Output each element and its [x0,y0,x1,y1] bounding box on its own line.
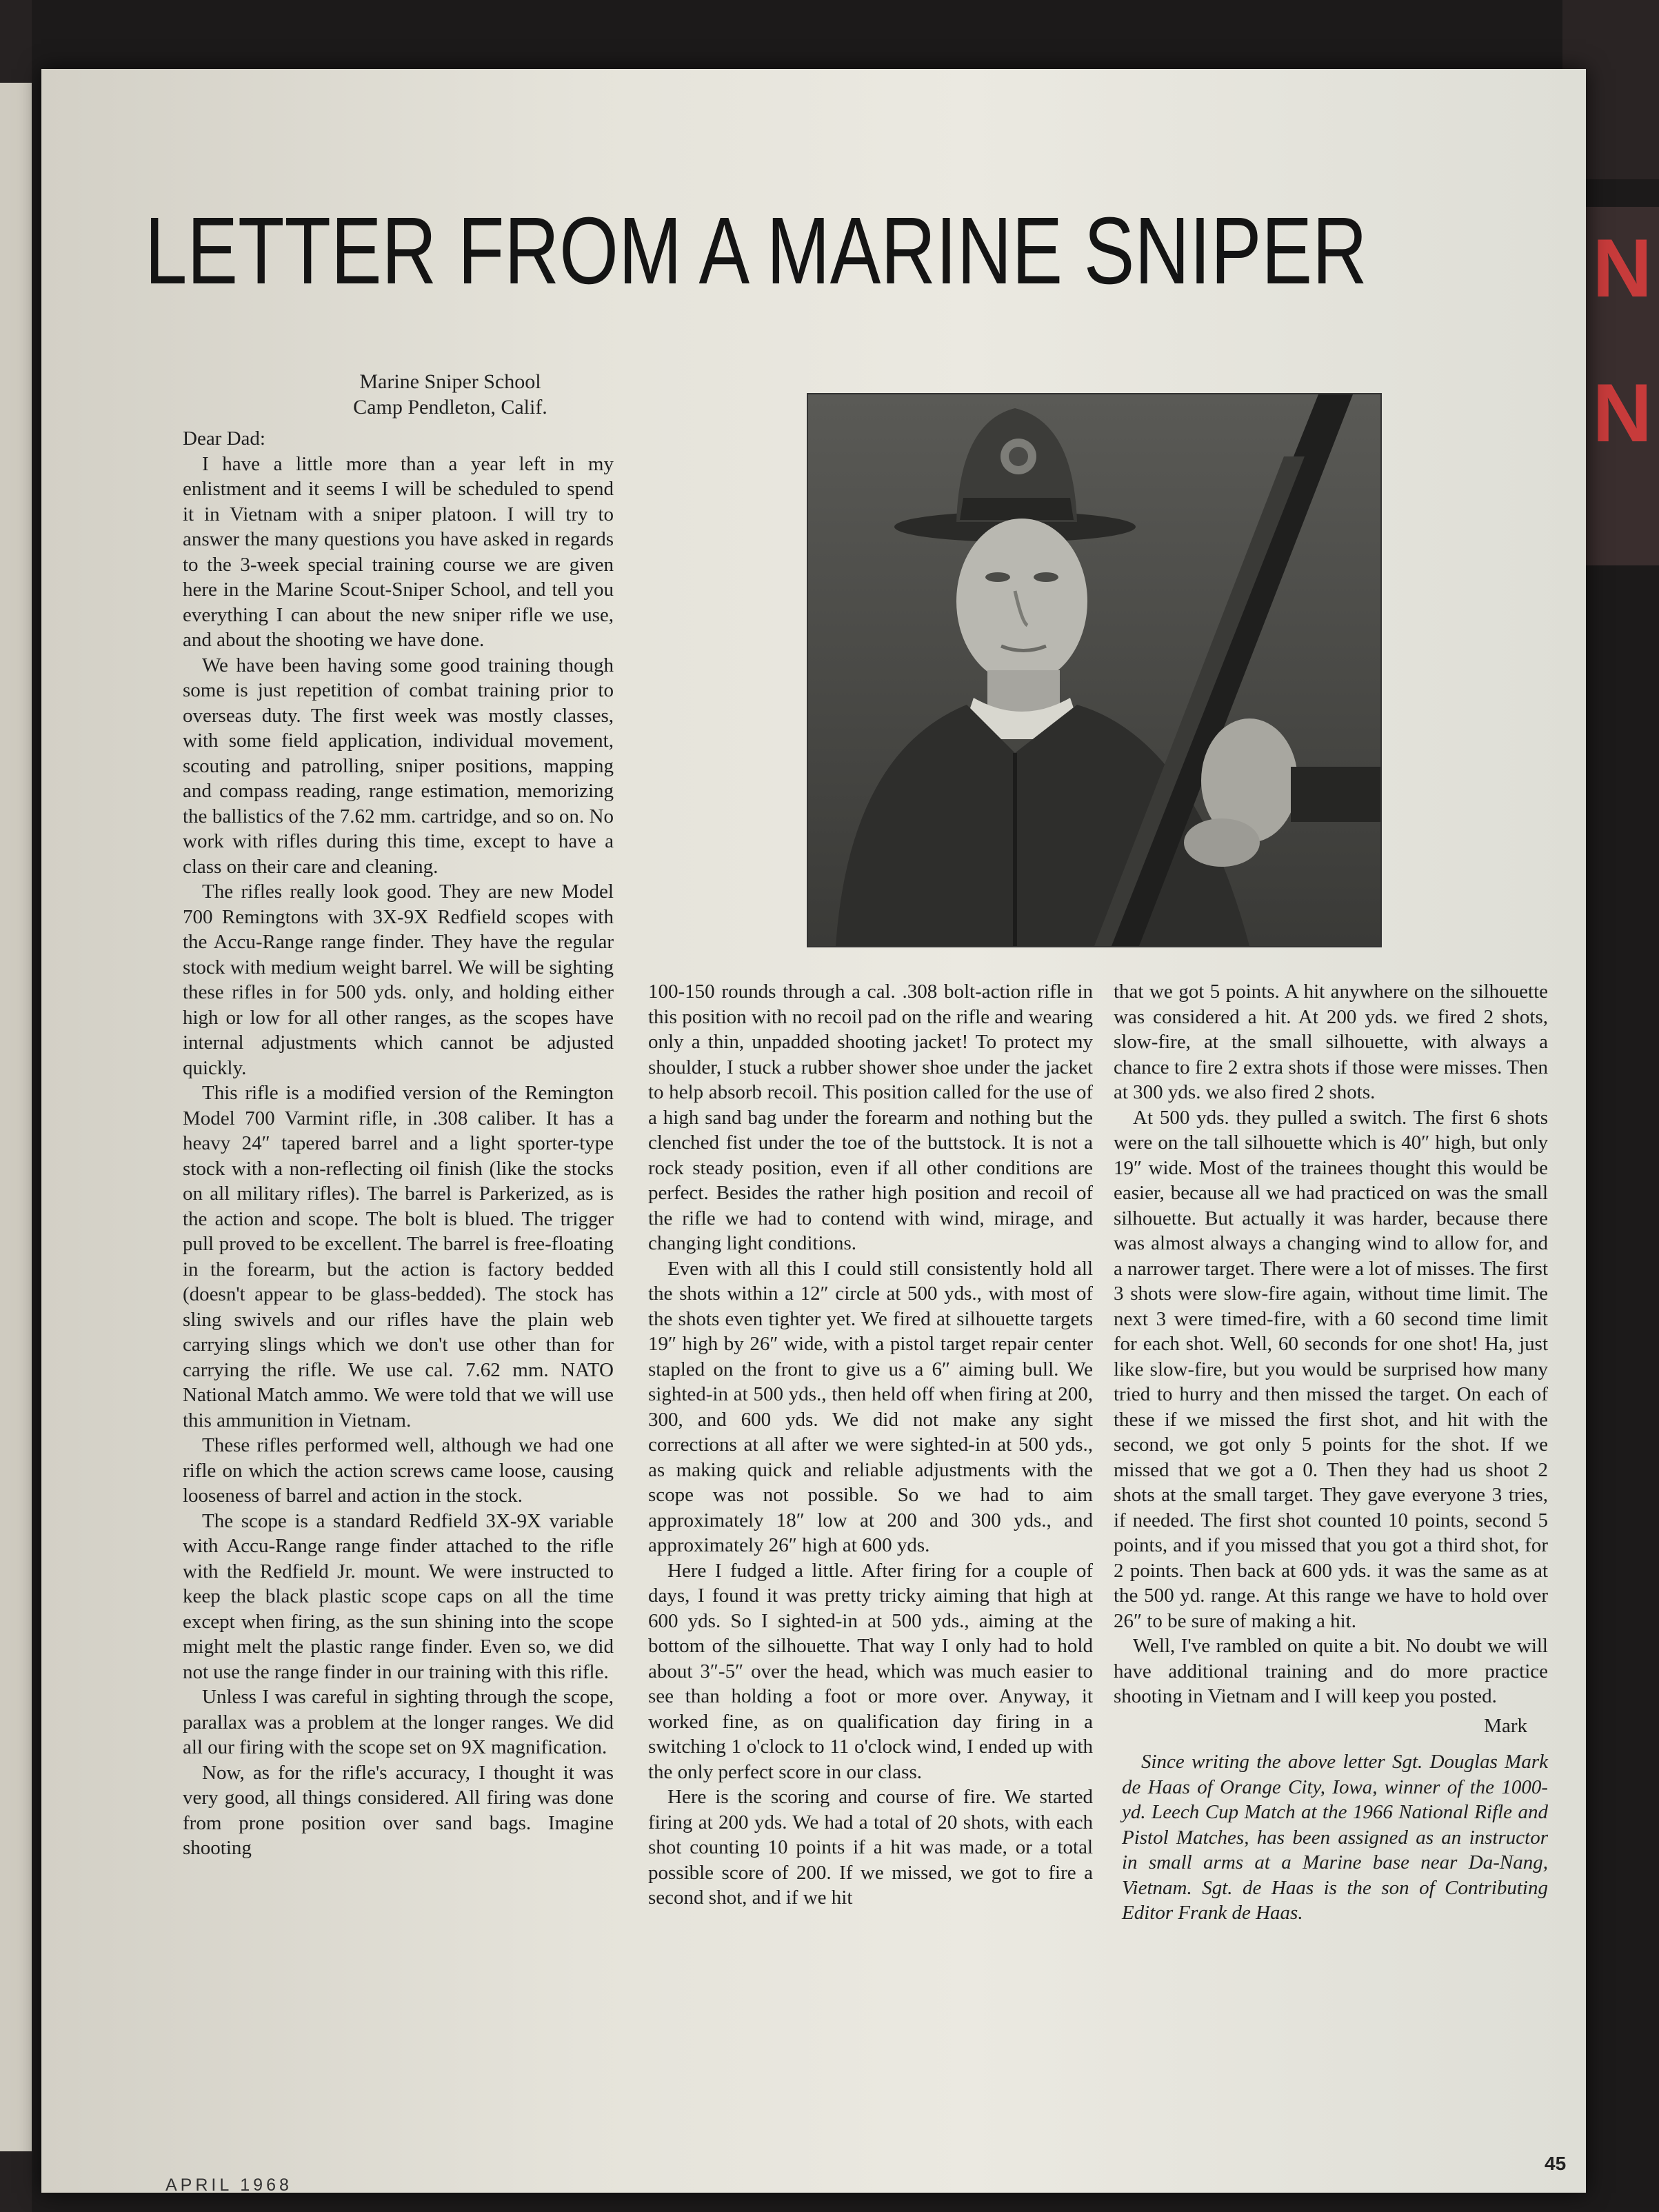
salutation: Dear Dad: [183,428,265,450]
body-paragraph: Now, as for the rifle's accuracy, I thought it was very good, all things considered. All firing was done from prone position over sand bags. Imagine shooting [183,1761,614,1859]
article-column-2 [648,979,1093,1911]
body-paragraph: I have a little more than a year left in my enlistment and it seems I will be scheduled to spend it in Vietnam with a sniper platoon. I will try to answer the many questions you have asked in regards to the 3-week special training course we are given here in the Marine Scout-Sniper School, and tell you everything I can about the new sniper rifle we use, and about the shooting we have done. [183,452,614,651]
side-magazine-letter: N [1592,222,1652,314]
body-paragraph: The rifles really look good. They are new Model 700 Remingtons with 3X-9X Redfield scopes with the Accu-Range range finder. They have the regular stock with medium weight barrel. We will be sighting these rifles in for 500 yds. only, and holding either high or low for all other ranges, as the scopes have internal adjustments which cannot be adjusted quickly. [183,881,614,1079]
issue-date: APRIL 1968 [165,2175,292,2195]
page-number: 45 [1545,2153,1567,2174]
letter-address [310,369,590,420]
body-paragraph: that we got 5 points. A hit anywhere on the silhouette was considered a hit. At 200 yds. we fired 2 shots, slow-fire, at the small silhouette, with always a chance to fire 2 extra shots if those were misses. Then at 300 yds. we also fired 2 shots. [1114,981,1548,1103]
article-column-1 [183,426,614,1861]
body-paragraph: The scope is a standard Redfield 3X-9X variable with Accu-Range range finder attached to the rifle with the Redfield Jr. mount. We were instructed to keep the black plastic scope caps on all the time except when firing, as the sun shining into the scope might melt the plastic range finder. Even so, we did not use the range finder in our training with this rifle. [183,1509,614,1683]
body-paragraph: Here I fudged a little. After firing for a couple of days, I found it was pretty tricky aiming that high at 600 yds. So I sighted-in at 500 yds., aiming at the bottom of the silhouette. That way I only had to hold about 3″-5″ over the head, which was much easier to see than holding a foot or more over. Anyway, it worked fine, as on qualification day firing in a switching 1 o'clock to 11 o'clock wind, I ended up with the only perfect score in our class. [648,1559,1093,1783]
body-paragraph: Even with all this I could still consistently hold all the shots within a 12″ circle at 500 yds., with most of the shots even tighter yet. We fired at silhouette targets 19″ high by 26″ wide, with a pistol target repair center stapled on the front to give us a 6″ aiming bull. We sighted-in at 500 yds., then held off when firing at 200, 300, and 600 yds. We did not make any sight corrections at all after we were sighted-in at 500 yds., as making quick and reliable adjustments with the scope was not possible. So we had to aim approximately 18″ low at 200 and 300 yds., and approximately 26″ high at 600 yds. [648,1257,1093,1556]
body-paragraph: Unless I was careful in sighting through the scope, parallax was a problem at the longer ranges. We did all our firing with the scope set on 9X magnification. [183,1686,614,1758]
side-magazine-letter: N [1592,367,1652,459]
body-paragraph: These rifles performed well, although we had one rifle on which the action screws came loose, causing looseness of barrel and action in the stock. [183,1434,614,1507]
body-paragraph: We have been having some good training though some is just repetition of combat training prior to overseas duty. The first week was mostly classes, with some field application, individual movement, scouting and patrolling, sniper positions, mapping and compass reading, range estimation, memorizing the ballistics of the 7.62 mm. cartridge, and so on. No work with rifles during this time, except to have a class on their care and cleaning. [183,654,614,878]
body-paragraph: At 500 yds. they pulled a switch. The first 6 shots were on the tall silhouette which is 40″ high, but only 19″ wide. Most of the trainees thought this would be easier, because all we had practiced on was the small silhouette. But actually it was harder, because there was almost always a changing wind to allow for, and a narrower target. There were a lot of misses. The first 3 shots were slow-fire again, without time limit. The next 3 were timed-fire, with a 60 second time limit for each shot. Well, 60 seconds for one shot! Ha, just like slow-fire, but you would be surprised how many tried to hurry and then missed the target. On each of these if we missed the first shot, and hit with the second, we got only 5 points for the shot. If we missed that we got a 0. Then they had us shoot 2 shots at the small target. They gave everyone 3 tries, if needed. The first shot counted 10 points, second 5 points, and if you missed that you got a third shot, for 2 points. Then back at 600 yds. it was the same as at the 500 yd. range. At this range we have to hold over 26″ to be sure of making a hit. [1114,1106,1548,1632]
body-paragraph: Here is the scoring and course of fire. We started firing at 200 yds. We had a total of 20 shots, with each shot counting 10 points if a hit was made, or a total possible score of 200. If we missed, we got to fire a second shot, and if we hit [648,1786,1093,1909]
address-line: Camp Pendleton, Calif. [353,396,547,419]
marine-portrait-photo [807,393,1382,947]
side-magazine [1576,207,1659,565]
magazine-page [41,69,1586,2193]
letter-signature: Mark [1484,1714,1527,1737]
article-headline: LETTER FROM A MARINE SNIPER [145,198,1367,304]
body-paragraph: Well, I've rambled on quite a bit. No doubt we will have additional training and do more practice shooting in Vietnam and I will keep you posted. [1114,1635,1548,1707]
article-column-3 [1114,979,1548,1926]
address-line: Marine Sniper School [359,370,541,393]
editor-note: Since writing the above letter Sgt. Douglas Mark de Haas of Orange City, Iowa, winner of the 1000-yd. Leech Cup Match at the 1966 National Rifle and Pistol Matches, has been assigned as an instructor in small arms at a Marine base near Da-Nang, Vietnam. Sgt. de Haas is the son of Contributing Editor Frank de Haas. [1122,1751,1548,1924]
adjacent-page-edge [0,83,32,2151]
body-paragraph: 100-150 rounds through a cal. .308 bolt-action rifle in this position with no recoil pad on the rifle and wearing only a thin, unpadded shooting jacket! To protect my shoulder, I stuck a rubber shower shoe under the jacket to help absorb recoil. This position called for the use of a high sand bag under the forearm and nothing but the clenched fist under the toe of the buttstock. It is not a rock steady position, even if all other conditions are perfect. Besides the rather high position and recoil of the rifle we had to contend with wind, mirage, and changing light conditions. [648,981,1093,1254]
body-paragraph: This rifle is a modified version of the Remington Model 700 Varmint rifle, in .308 caliber. It has a heavy 24″ tapered barrel and a light sporter-type stock with a non-reflecting oil finish (like the stocks on all military rifles). The barrel is Parkerized, as is the action and scope. The bolt is blued. The trigger pull proved to be excellent. The barrel is free-floating in the forearm, but the action is factory bedded (doesn't appear to be glass-bedded). The stock has sling swivels and our rifles have the plain web carrying slings which we don't use other than for carrying the rifle. We use cal. 7.62 mm. NATO National Match ammo. We were told that we will use this ammunition in Vietnam. [183,1082,614,1431]
